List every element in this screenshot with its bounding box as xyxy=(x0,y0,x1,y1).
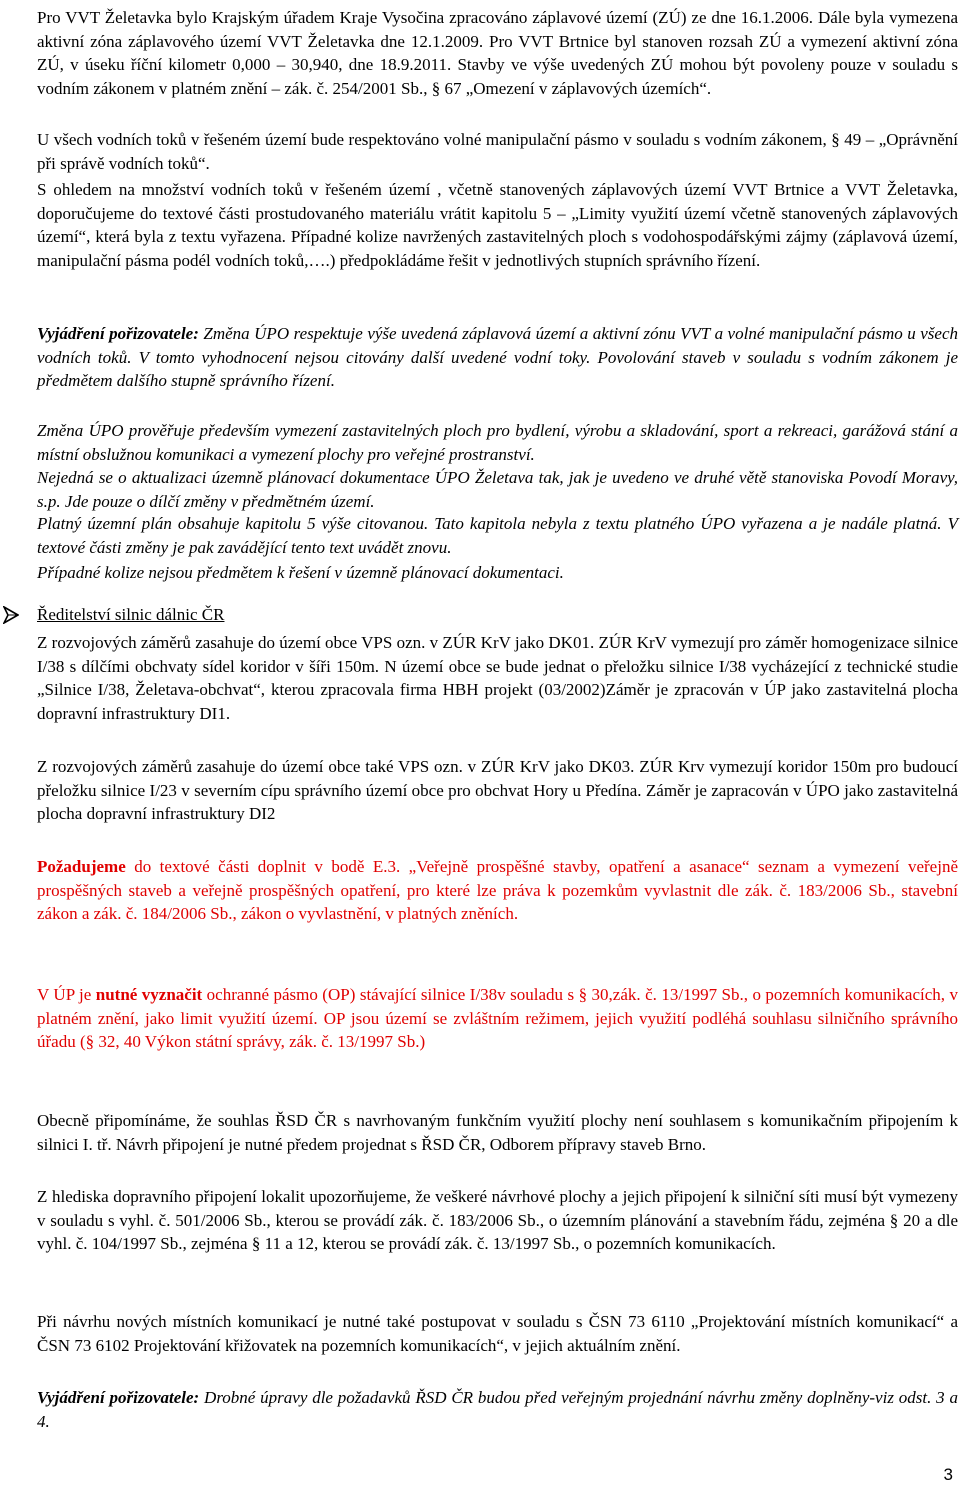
procurer-statement-text: Změna ÚPO respektuje výše uvedená záplavová území a aktivní zónu VVT a volné manipulační pásmo u všech vodních toků. V tomto vyhodnocení nejsou citovány další uvedené vodní toky. Povolování staveb v souladu s vodním zákonem je předmětem dalšího stupně správního řízení. xyxy=(37,324,958,391)
section-heading: Ředitelství silnic dálnic ČR xyxy=(37,605,225,624)
paragraph-valid-plan: Platný územní plán obsahuje kapitolu 5 výše citovanou. Tato kapitola nebyla z textu platného ÚPO vyřazena a je nadále platná. V textové části změny je pak zavádějící tento text uvádět znovu. xyxy=(37,514,958,557)
section-heading-row xyxy=(0,603,960,629)
paragraph-flood-zones: Pro VVT Želetavka bylo Krajským úřadem Kraje Vysočina zpracováno záplavové území (ZÚ) ze dne 16.1.2006. Dále byla vymezena aktivní zóna záplavového území VVT Želetavka dne 12.1.2009. Pro VVT Brtnice byl stanoven rozsah ZÚ a vymezení aktivní zóna ZÚ, v úseku říční kilometr 0,000 – 30,940, dne 18.9.2011. Stavby ve výše uvedených ZÚ mohou být povoleny pouze v souladu s vodním zákonem v platném znění – zák. č. 254/2001 Sb., § 67 „Omezení v záplavových územích“. xyxy=(37,8,958,98)
procurer-statement-label: Vyjádření pořizovatele: xyxy=(37,324,199,343)
paragraph-procurer-statement-1 xyxy=(37,322,958,393)
requirement-label: Požadujeme xyxy=(37,857,126,876)
paragraph-change-scope: Změna ÚPO prověřuje především vymezení zastavitelných ploch pro bydlení, výrobu a skladování, sport a rekreaci, garážová stání a místní obslužnou komunikaci a vymezení plochy pro veřejné prostranství. xyxy=(37,421,958,464)
protection-zone-prefix: V ÚP je xyxy=(37,985,96,1004)
paragraph-not-update: Nejedná se o aktualizaci územně plánovací dokumentace ÚPO Želetava tak, jak je uvedeno ve druhé větě stanoviska Povodí Moravy, s.p. Jde pouze o dílčí změny v předmětném území. xyxy=(37,468,958,511)
procurer-statement-2-label: Vyjádření pořizovatele: xyxy=(37,1388,200,1407)
paragraph-manipulation-zone: U všech vodních toků v řešeném území bude respektováno volné manipulační pásmo v souladu s vodním zákonem, § 49 – „Oprávnění při správě vodních toků“. xyxy=(37,130,958,173)
paragraph-csn-standards: Při návrhu nových místních komunikací je nutné také postupovat v souladu s ČSN 73 6110 „Projektování místních komunikací“ a ČSN 73 6102 Projektování křižovatek na pozemních komunikacích“, v jejich aktuálním znění. xyxy=(37,1312,958,1355)
arrow-bullet-icon xyxy=(3,606,19,624)
paragraph-requirement xyxy=(37,855,958,926)
paragraph-dk01: Z rozvojových záměrů zasahuje do území obce VPS ozn. v ZÚR KrV jako DK01. ZÚR KrV vymezují pro záměr homogenizace silnice I/38 s dílčími obchvaty sídel koridor v šíři 150m. N území obce se bude jednat o přeložku silnice I/38 vycházející z technické studie „Silnice I/38, Želetava-obchvat“, kterou zpracovala firma HBH projekt (03/2002)Záměr je zpracován v ÚP jako zastavitelná plocha dopravní infrastruktury DI1. xyxy=(37,633,958,723)
page-number: 3 xyxy=(943,1465,953,1484)
paragraph-collisions: Případné kolize nejsou předmětem k řešení v územně plánovací dokumentaci. xyxy=(37,563,564,582)
paragraph-traffic-connection: Z hlediska dopravního připojení lokalit upozorňujeme, že veškeré návrhové plochy a jejich připojení k silniční síti musí být vymezeny v souladu s vyhl. č. 501/2006 Sb., kterou se provádí zák. č. 183/2006 Sb., o územním plánování a stavebním řádu, zejména § 20 a dle vyhl. č. 104/1997 Sb., zejména § 11 a 12, kterou se provádí zák. č. 13/1997 Sb., o pozemních komunikacích. xyxy=(37,1187,958,1254)
paragraph-general-note: Obecně připomínáme, že souhlas ŘSD ČR s navrhovaným funkčním využití plochy není souhlasem s komunikačním připojením k silnici I. tř. Návrh připojení je nutné předem projednat s ŘSD ČR, Odborem přípravy staveb Brno. xyxy=(37,1111,958,1154)
paragraph-protection-zone xyxy=(37,983,958,1054)
requirement-text: do textové části doplnit v bodě E.3. „Veřejně prospěšné stavby, opatření a asanace“ seznam a vymezení veřejně prospěšných staveb a veřejně prospěšných opatření, pro které lze práva k pozemkům vyvlastnit dle zák. č. 183/2006 Sb., stavební zákon a zák. č. 184/2006 Sb., zákon o vyvlastnění, v platných zněních. xyxy=(37,857,958,924)
procurer-statement-2-text: Drobné úpravy dle požadavků ŘSD ČR budou před veřejným projednání návrhu změny doplněny-viz odst. 3 a 4. xyxy=(37,1388,959,1431)
paragraph-dk03: Z rozvojových záměrů zasahuje do území obce také VPS ozn. v ZÚR KrV jako DK03. ZÚR Krv vymezují koridor 150m pro budoucí přeložku silnice I/23 v severním cípu správního území obce pro obchvat Hory u Předína. Záměr je zapracován v ÚPO jako zastavitelná plocha dopravní infrastruktury DI2 xyxy=(37,757,958,824)
paragraph-procurer-statement-2 xyxy=(37,1386,958,1433)
protection-zone-emphasis: nutné vyznačit xyxy=(95,985,203,1004)
protection-zone-text: ochranné pásmo (OP) stávající silnice I/38v souladu s § 30,zák. č. 13/1997 Sb., o pozemních komunikacích, v platném znění, jako limit využití území. OP jsou území se zvláštním režimem, jejich využití podléhá souhlasu silničního správního úřadu (§ 32, 40 Výkon státní správy, zák. č. 13/1997 Sb.) xyxy=(37,985,959,1052)
paragraph-recommendation: S ohledem na množství vodních toků v řešeném území , včetně stanovených záplavových území VVT Brtnice a VVT Želetavka, doporučujeme do textové části prostudovaného materiálu vrátit kapitolu 5 – „Limity využití území včetně stanovených záplavových území“, která byla z textu vyřazena. Případné kolize navržených zastavitelných ploch s vodohospodářskými zájmy (záplavová území, manipulační pásma podél vodních toků,….) předpokládáme řešit v jednotlivých stupních správního řízení. xyxy=(37,180,958,270)
